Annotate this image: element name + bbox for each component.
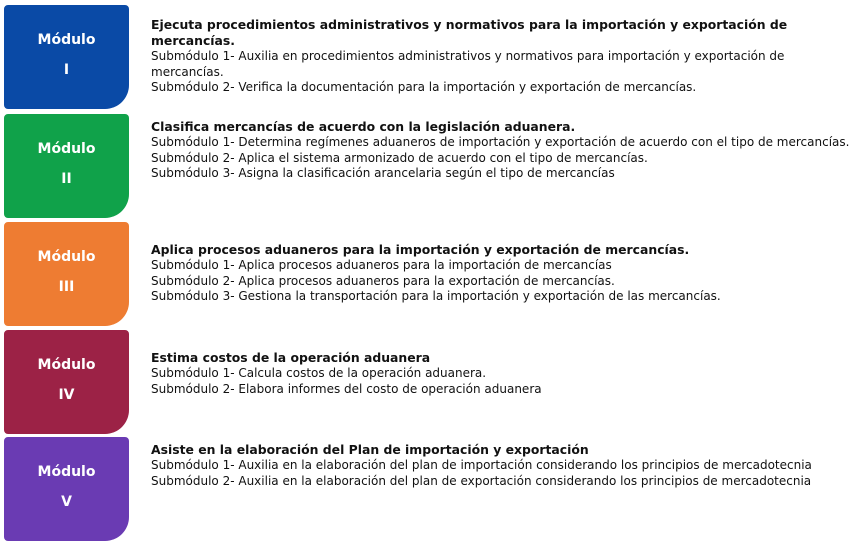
module-2-content bbox=[151, 119, 851, 182]
module-4-number: IV bbox=[58, 387, 75, 403]
module-5-submodule-1: Submódulo 1- Auxilia en la elaboración del plan de importación considerando los principios de mercadotecnia bbox=[151, 458, 812, 472]
module-4-content bbox=[151, 350, 851, 397]
module-4-tab bbox=[4, 330, 129, 434]
module-1-submodule-2: Submódulo 2- Verifica la documentación para la importación y exportación de mercancías. bbox=[151, 80, 697, 94]
module-4-submodule-1: Submódulo 1- Calcula costos de la operación aduanera. bbox=[151, 366, 487, 380]
module-4-submodule-2: Submódulo 2- Elabora informes del costo de operación aduanera bbox=[151, 381, 542, 396]
module-4-title: Estima costos de la operación aduanera bbox=[151, 350, 431, 365]
module-5-label: Módulo bbox=[37, 464, 96, 480]
module-1-label: Módulo bbox=[37, 32, 96, 48]
module-5-number: V bbox=[61, 494, 72, 510]
module-1-number: I bbox=[63, 62, 70, 78]
module-3-title: Aplica procesos aduaneros para la importación y exportación de mercancías. bbox=[151, 242, 690, 257]
module-3-submodule-3: Submódulo 3- Gestiona la transportación para la importación y exportación de las mercancías. bbox=[151, 289, 721, 303]
module-3-content bbox=[151, 242, 851, 305]
module-3-label: Módulo bbox=[37, 249, 96, 265]
module-3-submodule-2: Submódulo 2- Aplica procesos aduaneros para la exportación de mercancías. bbox=[151, 273, 615, 288]
module-2-title: Clasifica mercancías de acuerdo con la legislación aduanera. bbox=[151, 119, 576, 134]
module-2-submodule-3: Submódulo 3- Asigna la clasificación arancelaria según el tipo de mercancías bbox=[151, 166, 615, 180]
module-1-title: Ejecuta procedimientos administrativos y normativos para la importación y exportación de mercancías. bbox=[151, 17, 788, 48]
module-2-tab bbox=[4, 114, 129, 218]
module-3-number: III bbox=[58, 279, 75, 295]
module-2-submodule-2: Submódulo 2- Aplica el sistema armonizado de acuerdo con el tipo de mercancías. bbox=[151, 150, 648, 165]
module-5-tab bbox=[4, 437, 129, 541]
module-3-tab bbox=[4, 222, 129, 326]
module-1-content bbox=[151, 17, 851, 96]
module-5-title: Asiste en la elaboración del Plan de importación y exportación bbox=[151, 442, 589, 457]
module-5-submodule-2: Submódulo 2- Auxilia en la elaboración del plan de exportación considerando los principios de mercadotecnia bbox=[151, 473, 812, 488]
module-1-tab bbox=[4, 5, 129, 109]
module-5-content bbox=[151, 442, 851, 489]
module-2-label: Módulo bbox=[37, 141, 96, 157]
module-2-submodule-1: Submódulo 1- Determina regímenes aduaneros de importación y exportación de acuerdo con el tipo de mercancías. bbox=[151, 135, 850, 149]
module-1-submodule-1: Submódulo 1- Auxilia en procedimientos administrativos y normativos para importación y exportación de mercancías. bbox=[151, 49, 785, 79]
module-4-label: Módulo bbox=[37, 357, 96, 373]
module-2-number: II bbox=[61, 171, 72, 187]
module-3-submodule-1: Submódulo 1- Aplica procesos aduaneros para la importación de mercancías bbox=[151, 258, 612, 272]
